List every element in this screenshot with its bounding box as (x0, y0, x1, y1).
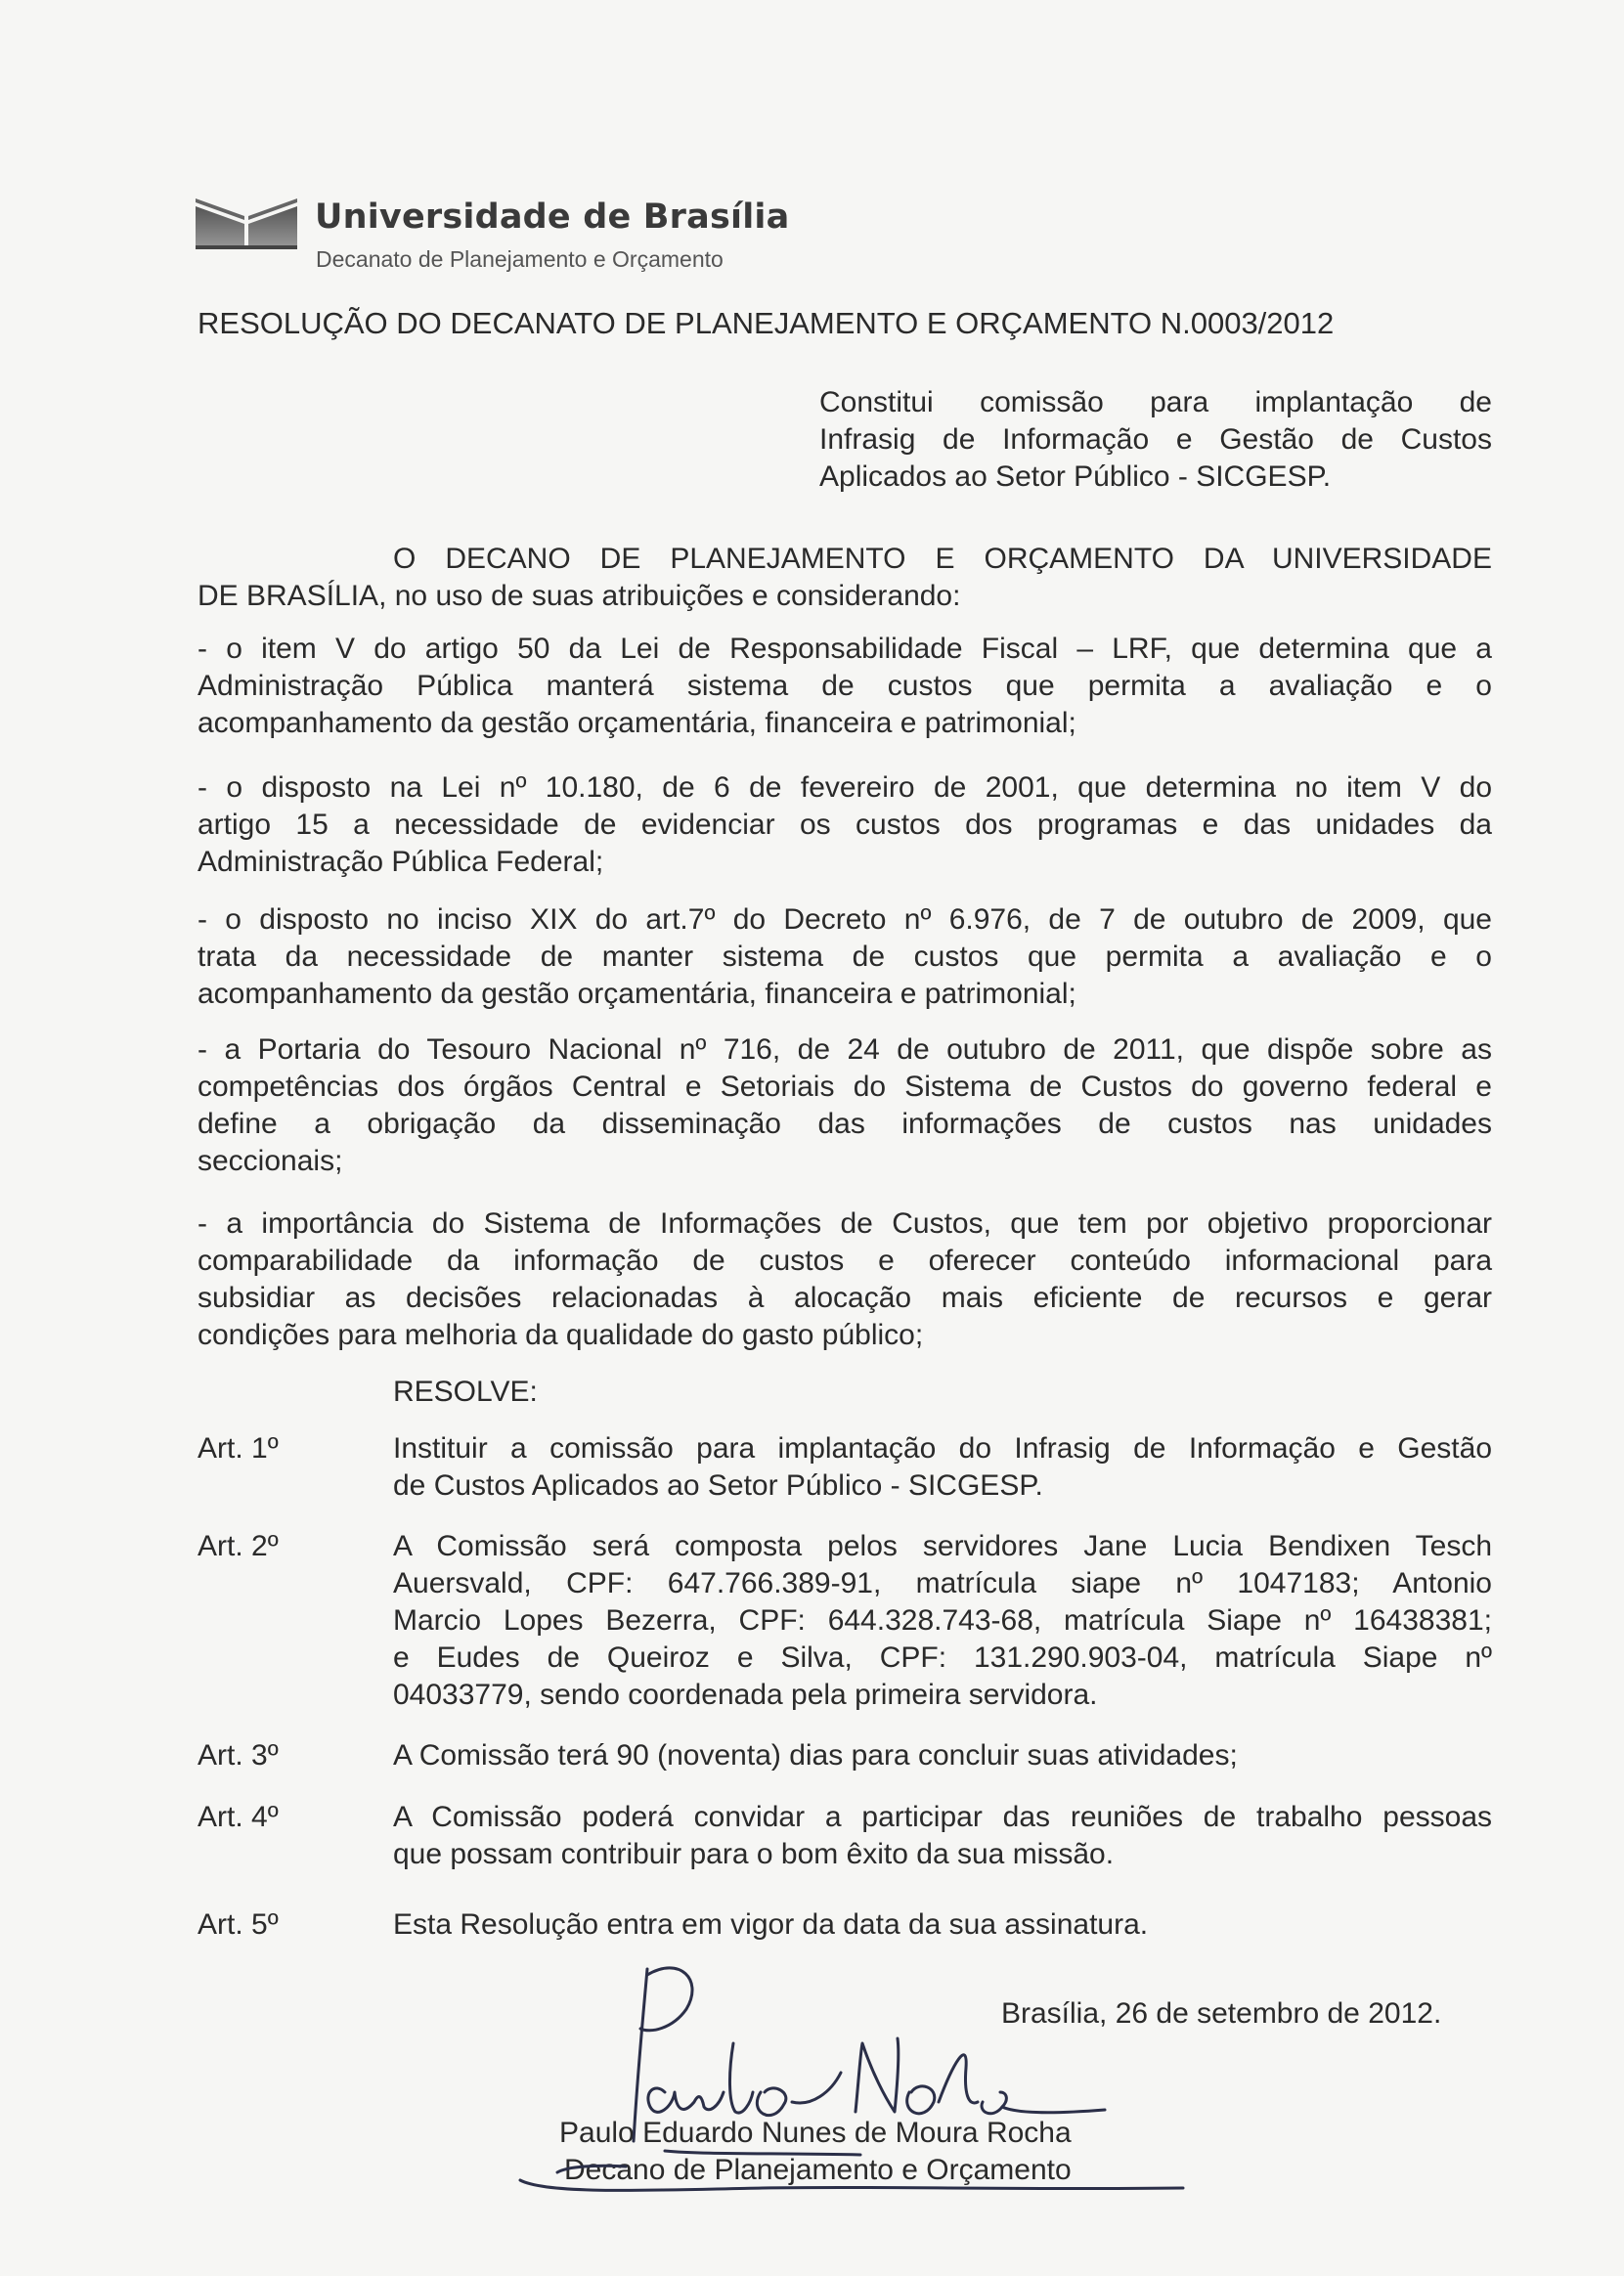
article-line: Instituir a comissão para implantação do Infrasig de Informação e Gestão (393, 1432, 1492, 1465)
consideration-line: - a Portaria do Tesouro Nacional nº 716, de 24 de outubro de 2011, que dispõe sobre as (198, 1033, 1492, 1066)
article-line: Auersvald, CPF: 647.766.389-91, matrícula siape nº 1047183; Antonio (393, 1567, 1492, 1599)
consideration-5 (198, 1205, 1492, 1354)
article-line: e Eudes de Queiroz e Silva, CPF: 131.290.903-04, matrícula Siape nº (393, 1641, 1492, 1674)
consideration-2 (198, 769, 1492, 881)
article-line: A Comissão poderá convidar a participar das reuniões de trabalho pessoas (393, 1801, 1492, 1833)
consideration-line: seccionais; (198, 1145, 343, 1177)
date-place: Brasília, 26 de setembro de 2012. (1001, 1997, 1442, 2030)
consideration-line: acompanhamento da gestão orçamentária, financeira e patrimonial; (198, 978, 1076, 1010)
department-name: Decanato de Planejamento e Orçamento (316, 246, 724, 272)
signatory-role: Decano de Planejamento e Orçamento (564, 2154, 1072, 2186)
article-line: que possam contribuir para o bom êxito da sua missão. (393, 1838, 1115, 1870)
resolve-heading: RESOLVE: (393, 1376, 538, 1408)
article-line: A Comissão será composta pelos servidores Jane Lucia Bendixen Tesch (393, 1530, 1492, 1562)
article-label: Art. 2º (198, 1530, 279, 1562)
article-label: Art. 3º (198, 1739, 279, 1772)
article-text (393, 1737, 1492, 1774)
consideration-line: competências dos órgãos Central e Setoriais do Sistema de Custos do governo federal e (198, 1071, 1492, 1103)
consideration-line: Administração Pública Federal; (198, 846, 604, 878)
ementa-line: Aplicados ao Setor Público - SICGESP. (819, 460, 1332, 493)
article-label: Art. 5º (198, 1908, 279, 1941)
article-text (393, 1799, 1492, 1873)
consideration-line: acompanhamento da gestão orçamentária, financeira e patrimonial; (198, 707, 1076, 739)
article-line: A Comissão terá 90 (noventa) dias para concluir suas atividades; (393, 1739, 1238, 1772)
signatory-name: Paulo Eduardo Nunes de Moura Rocha (559, 2117, 1072, 2149)
consideration-line: Administração Pública manterá sistema de custos que permita a avaliação e o (198, 670, 1492, 702)
consideration-line: - o disposto no inciso XIX do art.7º do Decreto nº 6.976, de 7 de outubro de 2009, que (198, 903, 1492, 936)
article-line: Marcio Lopes Bezerra, CPF: 644.328.743-68, matrícula Siape nº 16438381; (393, 1604, 1492, 1637)
consideration-line: artigo 15 a necessidade de evidenciar os custos dos programas e das unidades da (198, 809, 1492, 841)
consideration-4 (198, 1031, 1492, 1180)
preamble-line: O DECANO DE PLANEJAMENTO E ORÇAMENTO DA UNIVERSIDADE (393, 543, 1492, 575)
article-line: 04033779, sendo coordenada pela primeira servidora. (393, 1679, 1098, 1711)
article-line: Esta Resolução entra em vigor da data da sua assinatura. (393, 1908, 1149, 1941)
consideration-1 (198, 631, 1492, 742)
preamble-line: DE BRASÍLIA, no uso de suas atribuições e considerando: (198, 580, 961, 612)
consideration-line: define a obrigação da disseminação das informações de custos nas unidades (198, 1108, 1492, 1140)
university-name: Universidade de Brasília (315, 197, 790, 237)
article-text (393, 1430, 1492, 1505)
article-label: Art. 4º (198, 1801, 279, 1833)
ementa (819, 384, 1492, 496)
preamble (198, 541, 1492, 615)
consideration-line: trata da necessidade de manter sistema de custos que permita a avaliação e o (198, 941, 1492, 973)
article-label: Art. 1º (198, 1432, 279, 1465)
ementa-line: Constitui comissão para implantação de (819, 386, 1492, 418)
article-line: de Custos Aplicados ao Setor Público - SICGESP. (393, 1469, 1043, 1502)
consideration-3 (198, 901, 1492, 1013)
consideration-line: condições para melhoria da qualidade do gasto público; (198, 1319, 924, 1351)
ementa-line: Infrasig de Informação e Gestão de Custos (819, 423, 1492, 456)
consideration-line: subsidiar as decisões relacionadas à alocação mais eficiente de recursos e gerar (198, 1282, 1492, 1314)
consideration-line: comparabilidade da informação de custos e oferecer conteúdo informacional para (198, 1245, 1492, 1277)
article-text (393, 1906, 1492, 1944)
consideration-line: - o disposto na Lei nº 10.180, de 6 de fevereiro de 2001, que determina no item V do (198, 771, 1492, 804)
article-text (393, 1528, 1492, 1714)
consideration-line: - o item V do artigo 50 da Lei de Responsabilidade Fiscal – LRF, que determina que a (198, 633, 1492, 665)
consideration-line: - a importância do Sistema de Informações de Custos, que tem por objetivo proporcionar (198, 1207, 1492, 1240)
resolution-title: RESOLUÇÃO DO DECANATO DE PLANEJAMENTO E ORÇAMENTO N.0003/2012 (198, 306, 1335, 340)
unb-logo-icon (196, 198, 297, 249)
